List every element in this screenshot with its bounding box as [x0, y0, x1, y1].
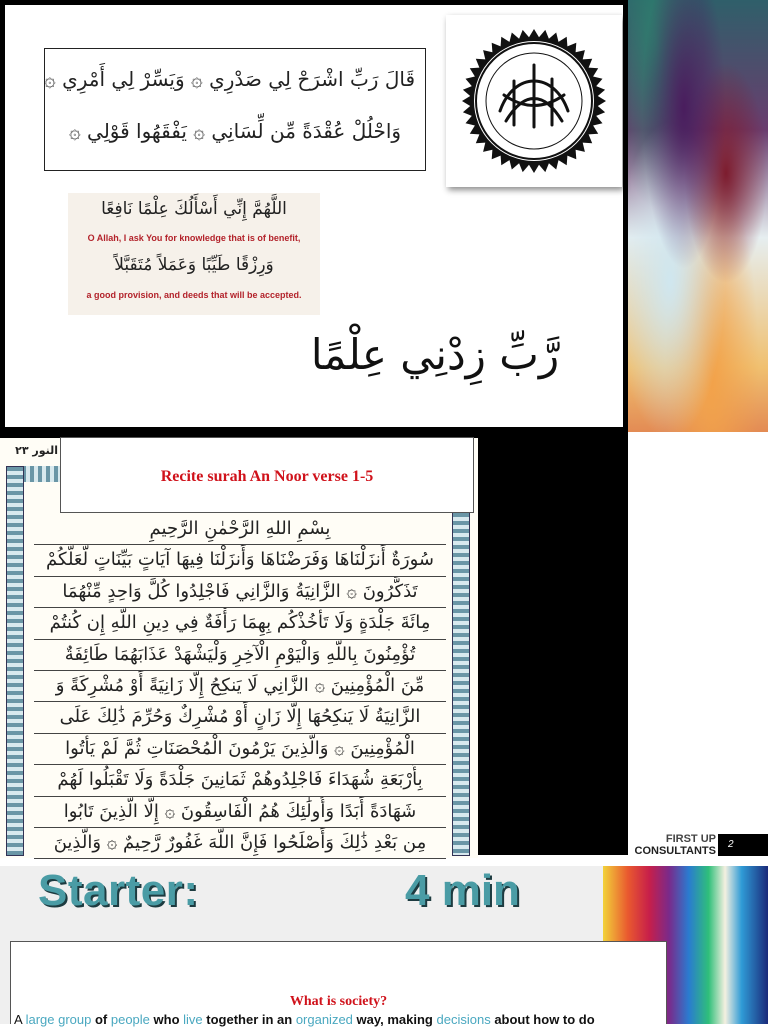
- question-text: What is society?: [289, 994, 388, 1009]
- definition-keyword: live: [183, 1012, 203, 1027]
- definition-keyword: decisions: [436, 1012, 491, 1027]
- verse-line: تُؤْمِنُونَ بِاللَّهِ وَالْيَوْمِ الْآخِرِ وَلْيَشْهَدْ عَذَابَهُمَا طَائِفَةٌ: [34, 640, 446, 671]
- dua-translation-1: O Allah, I ask You for knowledge that is of benefit,: [87, 233, 301, 243]
- starter-title: Starter:: [38, 866, 199, 915]
- definition-segment: who: [149, 1012, 184, 1027]
- definition-segment: together in an: [202, 1012, 296, 1027]
- verse-line: الزَّانِيَةُ لَا يَنكِحُهَا إِلَّا زَانٍ أَوْ مُشْرِكٌ وَحُرِّمَ ذَٰلِكَ عَلَى: [34, 702, 446, 733]
- bismillah-seal-card: [446, 15, 622, 187]
- slide-number: 2: [728, 839, 734, 850]
- society-definition: [14, 1012, 674, 1027]
- dua-translation-2: a good provision, and deeds that will be accepted.: [86, 290, 302, 300]
- dua-line-2: وَاحْلُلْ عُقْدَةً مِّن لِّسَانِي ۞ يَفْقَهُوا قَوْلِي ۞: [68, 119, 402, 143]
- recite-instruction-text: Recite surah An Noor verse 1-5: [160, 468, 374, 485]
- definition-keyword: people: [110, 1012, 150, 1027]
- brand-line-2: CONSULTANTS: [634, 845, 716, 857]
- verse-line: الْمُؤْمِنِينَ ۞ وَالَّذِينَ يَرْمُونَ الْمُحْصَنَاتِ ثُمَّ لَمْ يَأْتُوا: [34, 734, 446, 765]
- dua-line-1: قَالَ رَبِّ اشْرَحْ لِي صَدْرِي ۞ وَيَسِّرْ لِي أَمْرِي ۞: [44, 67, 415, 91]
- verse-line: مِّنَ الْمُؤْمِنِينَ ۞ الزَّانِي لَا يَنكِحُ إِلَّا زَانِيَةً أَوْ مُشْرِكَةً وَ: [34, 671, 446, 702]
- slide-number-badge: [718, 834, 768, 856]
- rabbi-zidni-ilma-text: رَّبِّ زِدْنِي عِلْمًا: [310, 330, 560, 379]
- verse-line: مِن بَعْدِ ذَٰلِكَ وَأَصْلَحُوا فَإِنَّ اللَّهَ غَفُورٌ رَّحِيمٌ ۞ وَالَّذِينَ: [34, 828, 446, 859]
- abstract-art-image: [628, 0, 768, 432]
- dua-box: [44, 48, 426, 171]
- verse-line: بِأَرْبَعَةِ شُهَدَاءَ فَاجْلِدُوهُمْ ثَمَانِينَ جَلْدَةً وَلَا تَقْبَلُوا لَهُمْ: [34, 765, 446, 796]
- page-border-left: [6, 466, 24, 856]
- verse-line: بِسْمِ اللهِ الرَّحْمٰنِ الرَّحِيمِ: [34, 514, 446, 545]
- verse-line: سُورَةٌ أَنزَلْنَاهَا وَفَرَضْنَاهَا وَأَنزَلْنَا فِيهَا آيَاتٍ بَيِّنَاتٍ لَّعَلَّكُمْ: [34, 545, 446, 576]
- starter-time: 4 min: [405, 866, 520, 915]
- definition-segment: way, making: [352, 1012, 437, 1027]
- brand-line-1: FIRST UP: [665, 833, 716, 845]
- verse-line: تَذَكَّرُونَ ۞ الزَّانِيَةُ وَالزَّانِي فَاجْلِدُوا كُلَّ وَاحِدٍ مِّنْهُمَا: [34, 577, 446, 608]
- page-border-right: [452, 512, 470, 856]
- slide-black-panel: [478, 438, 628, 855]
- page-label: النور ٢٣: [15, 444, 58, 457]
- dua-arabic-1: اللَّهُمَّ إِنِّي أَسْأَلُكَ عِلْمًا نَافِعًا: [101, 199, 287, 219]
- recite-instruction-box: [60, 437, 474, 513]
- verse-line: شَهَادَةً أَبَدًا وَأُولَٰئِكَ هُمُ الْفَاسِقُونَ ۞ إِلَّا الَّذِينَ تَابُوا: [34, 797, 446, 828]
- dua-arabic-2: وَرِزْقًا طَيِّبًا وَعَمَلاً مُتَقَبَّلاً: [114, 255, 274, 275]
- knowledge-dua-panel: [68, 193, 320, 315]
- definition-segment: of: [91, 1012, 111, 1027]
- definition-keyword: organized: [295, 1012, 353, 1027]
- definition-keyword: large group: [25, 1012, 92, 1027]
- brand-logo-text: [620, 833, 716, 857]
- definition-segment: A: [14, 1012, 26, 1027]
- definition-segment: about how to do: [490, 1012, 595, 1027]
- quran-verse-lines: [34, 514, 446, 859]
- bismillah-seal-icon: [460, 27, 608, 175]
- verse-line: مِائَةَ جَلْدَةٍ وَلَا تَأْخُذْكُم بِهِمَا رَأْفَةٌ فِي دِينِ اللَّهِ إِن كُنتُمْ: [34, 608, 446, 639]
